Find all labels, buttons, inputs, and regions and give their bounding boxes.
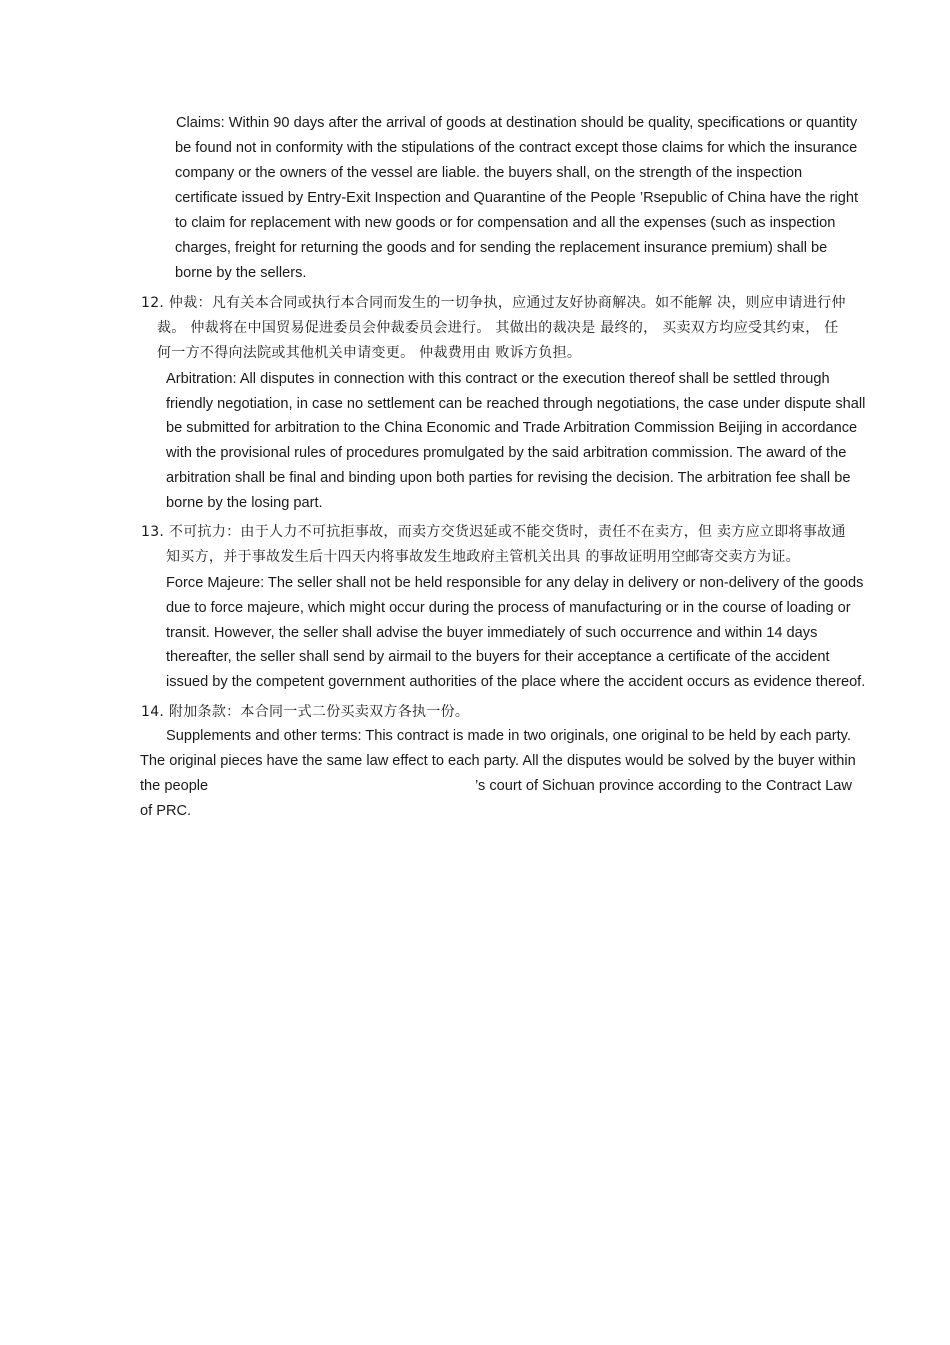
- supplements-en-line-1: Supplements and other terms: This contract is made in two originals, one original to be held by each party.: [166, 728, 851, 744]
- force-majeure-zh-line-2: 知买方，并于事故发生后十四天内将事故发生地政府主管机关出具 的事故证明用空邮寄交卖方为证。: [166, 549, 800, 565]
- force-majeure-en-line-4: thereafter, the seller shall send by airmail to the buyers for their acceptance a certificate of the accident: [166, 649, 830, 665]
- force-majeure-en-line-3: transit. However, the seller shall advise the buyer immediately of such occurrence and within 14 days: [166, 625, 818, 641]
- claims-line-1: Claims: Within 90 days after the arrival of goods at destination should be quality, specifications or quantity: [176, 115, 858, 131]
- claims-line-6: charges, freight for returning the goods and for sending the replacement insurance premium) shall be: [175, 240, 828, 256]
- arbitration-en-line-2: friendly negotiation, in case no settlement can be reached through negotiations, the case under dispute shall: [166, 396, 866, 412]
- arbitration-zh-line-3: 何一方不得向法院或其他机关申请变更。 仲裁费用由 败诉方负担。: [157, 345, 582, 361]
- supplements-en-line-3-left: the people: [140, 778, 209, 794]
- arbitration-zh-line-2: 裁。 仲裁将在中国贸易促进委员会仲裁委员会进行。 其做出的裁决是 最终的， 买卖双方均应受其约束， 任: [157, 320, 839, 336]
- arbitration-en-line-1: Arbitration: All disputes in connection with this contract or the execution thereof shall be settled through: [166, 371, 830, 387]
- claims-line-7: borne by the sellers.: [175, 265, 307, 281]
- supplements-en-line-4: of PRC.: [140, 803, 192, 819]
- arbitration-en-line-6: borne by the losing part.: [166, 495, 323, 511]
- claims-line-3: company or the owners of the vessel are liable. the buyers shall, on the strength of the inspection: [175, 165, 803, 181]
- claims-line-4: certificate issued by Entry-Exit Inspection and Quarantine of the People ’Rsepublic of China have the right: [175, 190, 859, 206]
- arbitration-en-line-3: be submitted for arbitration to the China Economic and Trade Arbitration Commission Beijing in accordance: [166, 420, 858, 436]
- supplements-en-line-2: The original pieces have the same law effect to each party. All the disputes would be solved by the buyer within: [140, 753, 856, 769]
- force-majeure-en-line-5: issued by the competent government authorities of the place where the accident occurs as evidence thereof.: [166, 674, 866, 690]
- arbitration-en-line-4: with the provisional rules of procedures promulgated by the said arbitration commission. The award of the: [166, 445, 847, 461]
- claims-line-2: be found not in conformity with the stipulations of the contract except those claims for which the insurance: [175, 140, 858, 156]
- arbitration-zh-line-1: 12. 仲裁：凡有关本合同或执行本合同而发生的一切争执，应通过友好协商解决。如不能解 决，则应申请进行仲: [141, 295, 846, 311]
- force-majeure-zh-line-1: 13. 不可抗力：由于人力不可抗拒事故，而卖方交货迟延或不能交货时，责任不在卖方，但 卖方应立即将事故通: [141, 524, 846, 540]
- claims-line-5: to claim for replacement with new goods or for compensation and all the expenses (such as inspection: [175, 215, 836, 231]
- supplements-en-line-3-right: ’s court of Sichuan province according to the Contract Law: [475, 778, 852, 794]
- supplements-zh-line: 14. 附加条款：本合同一式二份买卖双方各执一份。: [141, 704, 470, 720]
- force-majeure-en-line-1: Force Majeure: The seller shall not be held responsible for any delay in delivery or non-delivery of the goods: [166, 575, 864, 591]
- force-majeure-en-line-2: due to force majeure, which might occur during the process of manufacturing or in the course of loading or: [166, 600, 851, 616]
- arbitration-en-line-5: arbitration shall be final and binding upon both parties for revising the decision. The arbitration fee shall be: [166, 470, 851, 486]
